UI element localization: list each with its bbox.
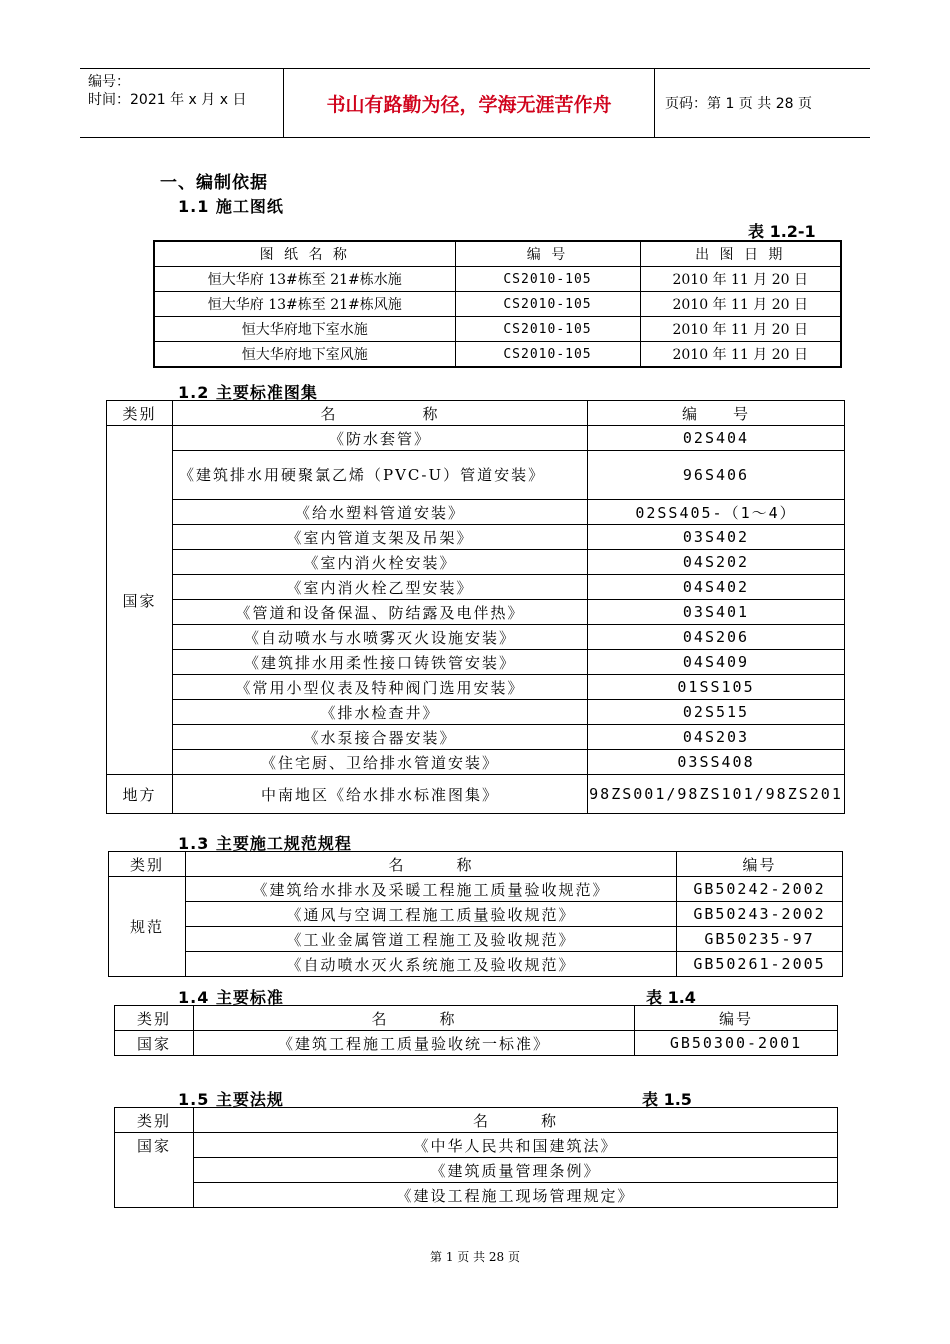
cell: 恒大华府 13#栋至 21#栋水施 (154, 267, 455, 292)
cell: 《室内管道支架及吊架》 (173, 525, 588, 550)
cell: 《建筑工程施工质量验收统一标准》 (194, 1031, 635, 1056)
cell: 《水泵接合器安装》 (173, 725, 588, 750)
cell: 02S404 (588, 426, 845, 451)
cell: 03SS408 (588, 750, 845, 775)
table-row (154, 317, 841, 342)
cell: CS2010-105 (455, 342, 640, 368)
header-page-info: 页码：第 1 页 共 28 页 (665, 96, 812, 112)
table-row (107, 650, 845, 675)
cell: 96S406 (588, 451, 845, 500)
table-header-row (154, 241, 841, 267)
table-header-row (115, 1108, 838, 1133)
drawings-table (153, 240, 842, 368)
col-header: 类别 (107, 401, 173, 426)
table-row (154, 342, 841, 368)
cell: 04S203 (588, 725, 845, 750)
cell: 《建筑排水用柔性接口铸铁管安装》 (173, 650, 588, 675)
page-footer: 第 1 页 共 28 页 (430, 1250, 520, 1264)
cell: 中南地区《给水排水标准图集》 (173, 775, 588, 814)
cell: 《建筑排水用硬聚氯乙烯（PVC-U）管道安装》 (173, 451, 588, 500)
col-header: 类别 (109, 852, 186, 877)
cell: 《通风与空调工程施工质量验收规范》 (186, 902, 677, 927)
col-header: 名 称 (194, 1108, 838, 1133)
table-row (107, 550, 845, 575)
table-header-row (107, 401, 845, 426)
col-header: 名 称 (194, 1006, 635, 1031)
cell: 02SS405-（1～4） (588, 500, 845, 525)
table-row (115, 1031, 838, 1056)
table-row (115, 1183, 838, 1208)
table-row (154, 292, 841, 317)
section-1-1-title: 1.1 施工图纸 (178, 197, 284, 216)
code-label: 编号： (88, 74, 130, 90)
category-cell: 国家 (115, 1031, 194, 1056)
cell: 《防水套管》 (173, 426, 588, 451)
cell: 《自动喷水灭火系统施工及验收规范》 (186, 952, 677, 977)
header-motto: 书山有路勤为径，学海无涯苦作舟 (284, 69, 655, 137)
cell: 《室内消火栓安装》 (173, 550, 588, 575)
category-cell: 国家 (115, 1133, 194, 1208)
cell: 04S202 (588, 550, 845, 575)
table-header-row (109, 852, 843, 877)
table-row (109, 927, 843, 952)
cell: 《中华人民共和国建筑法》 (194, 1133, 838, 1158)
table-row (115, 1133, 838, 1158)
table-row (154, 267, 841, 292)
col-header: 出 图 日 期 (640, 241, 841, 267)
time-label: 时间：2021 年 x 月 x 日 (88, 92, 247, 108)
table-row (107, 725, 845, 750)
cell: GB50235-97 (677, 927, 843, 952)
cell: 04S409 (588, 650, 845, 675)
cell: 恒大华府地下室水施 (154, 317, 455, 342)
standard-atlas-table (106, 400, 845, 814)
cell: 《自动喷水与水喷雾灭火设施安装》 (173, 625, 588, 650)
cell: 01SS105 (588, 675, 845, 700)
cell: GB50300-2001 (635, 1031, 838, 1056)
cell: 2010 年 11 月 20 日 (640, 267, 841, 292)
cell: 《工业金属管道工程施工及验收规范》 (186, 927, 677, 952)
cell: 《给水塑料管道安装》 (173, 500, 588, 525)
table-row (107, 575, 845, 600)
cell: CS2010-105 (455, 267, 640, 292)
category-cell: 规范 (109, 877, 186, 977)
cell: 03S402 (588, 525, 845, 550)
col-header: 名 称 (186, 852, 677, 877)
cell: 《建筑给水排水及采暖工程施工质量验收规范》 (186, 877, 677, 902)
cell: 《常用小型仪表及特种阀门选用安装》 (173, 675, 588, 700)
table-row (109, 877, 843, 902)
cell: 03S401 (588, 600, 845, 625)
table-row (107, 750, 845, 775)
cell: 2010 年 11 月 20 日 (640, 317, 841, 342)
table-row (115, 1158, 838, 1183)
cell: 恒大华府地下室风施 (154, 342, 455, 368)
col-header: 编号 (677, 852, 843, 877)
table-row (109, 902, 843, 927)
table-1-5-label: 表 1.5 (642, 1090, 692, 1109)
header-meta (80, 69, 284, 137)
specifications-table (108, 851, 843, 977)
table-header-row (115, 1006, 838, 1031)
table-row (107, 426, 845, 451)
table-row (107, 500, 845, 525)
section-1-3-title: 1.3 主要施工规范规程 (178, 834, 352, 853)
main-standards-table (114, 1005, 838, 1056)
cell: 2010 年 11 月 20 日 (640, 342, 841, 368)
cell: 《住宅厨、卫给排水管道安装》 (173, 750, 588, 775)
col-header: 类别 (115, 1108, 194, 1133)
cell: 《建设工程施工现场管理规定》 (194, 1183, 838, 1208)
table-1-2-1-label: 表 1.2-1 (748, 222, 816, 241)
table-row (107, 600, 845, 625)
page-header (80, 68, 870, 138)
table-row (109, 952, 843, 977)
col-header: 图 纸 名 称 (154, 241, 455, 267)
cell: GB50261-2005 (677, 952, 843, 977)
table-row (107, 625, 845, 650)
col-header: 编 号 (455, 241, 640, 267)
category-cell: 地方 (107, 775, 173, 814)
cell: GB50242-2002 (677, 877, 843, 902)
cell: CS2010-105 (455, 292, 640, 317)
cell: GB50243-2002 (677, 902, 843, 927)
cell: 《建筑质量管理条例》 (194, 1158, 838, 1183)
col-header: 名 称 (173, 401, 588, 426)
section-1-2-title: 1.2 主要标准图集 (178, 383, 318, 402)
cell: 04S206 (588, 625, 845, 650)
category-cell: 国家 (107, 426, 173, 775)
table-1-4-label: 表 1.4 (646, 988, 696, 1007)
table-row (107, 525, 845, 550)
regulations-table (114, 1107, 838, 1208)
table-row (107, 775, 845, 814)
table-row (107, 700, 845, 725)
cell: 98ZS001/98ZS101/98ZS201 (588, 775, 845, 814)
cell: 04S402 (588, 575, 845, 600)
cell: 恒大华府 13#栋至 21#栋风施 (154, 292, 455, 317)
table-row (107, 451, 845, 500)
section-1-4-title: 1.4 主要标准 (178, 988, 284, 1007)
cell: CS2010-105 (455, 317, 640, 342)
cell: 《管道和设备保温、防结露及电伴热》 (173, 600, 588, 625)
col-header: 类别 (115, 1006, 194, 1031)
cell: 2010 年 11 月 20 日 (640, 292, 841, 317)
col-header: 编 号 (588, 401, 845, 426)
table-row (107, 675, 845, 700)
cell: 《室内消火栓乙型安装》 (173, 575, 588, 600)
cell: 02S515 (588, 700, 845, 725)
col-header: 编号 (635, 1006, 838, 1031)
cell: 《排水检查井》 (173, 700, 588, 725)
section-heading: 一、编制依据 (160, 173, 268, 193)
section-1-5-title: 1.5 主要法规 (178, 1090, 284, 1109)
